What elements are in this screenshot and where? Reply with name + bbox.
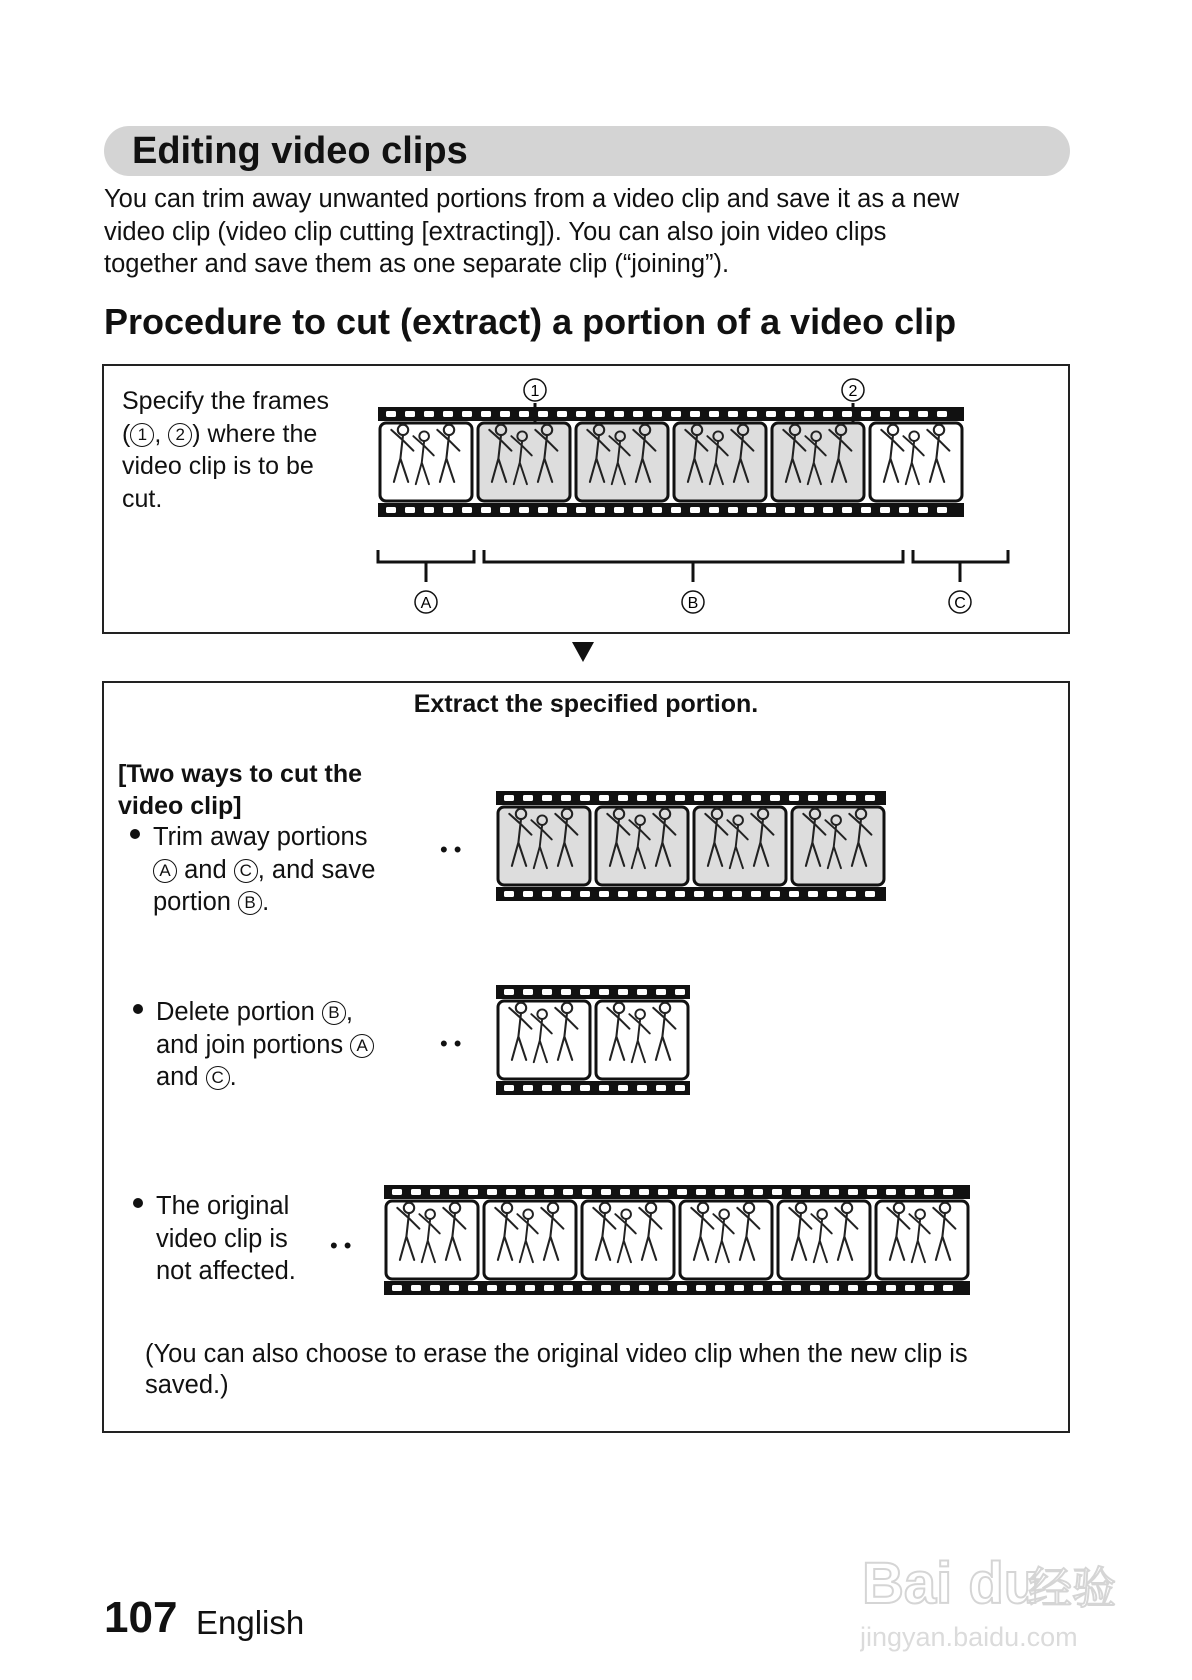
sprocket-hole xyxy=(675,891,685,897)
sprocket-hole xyxy=(846,795,856,801)
film-frame xyxy=(792,807,884,885)
svg-text:C: C xyxy=(954,595,966,612)
sprocket-hole xyxy=(542,1085,552,1091)
sprocket-hole xyxy=(734,1189,744,1195)
sprocket-hole xyxy=(846,891,856,897)
film-frame xyxy=(772,423,864,501)
sprocket-hole xyxy=(734,1285,744,1291)
sprocket-hole xyxy=(582,1285,592,1291)
sprocket-hole xyxy=(582,1189,592,1195)
sprocket-hole xyxy=(713,891,723,897)
film-frame xyxy=(876,1201,968,1279)
sprocket-hole xyxy=(633,411,643,417)
svg-text:jingyan.baidu.com: jingyan.baidu.com xyxy=(860,1622,1078,1652)
join-result-filmstrip xyxy=(496,985,706,1105)
sprocket-hole xyxy=(658,1189,668,1195)
sprocket-hole xyxy=(766,411,776,417)
sprocket-hole xyxy=(637,795,647,801)
sprocket-hole xyxy=(715,1189,725,1195)
sprocket-hole xyxy=(865,795,875,801)
sprocket-hole xyxy=(614,507,624,513)
sprocket-hole xyxy=(595,507,605,513)
page-language: English xyxy=(196,1604,305,1641)
sprocket-hole xyxy=(500,411,510,417)
sprocket-hole xyxy=(599,989,609,995)
step1-line: video clip is to be xyxy=(122,452,314,480)
sprocket-hole xyxy=(943,1285,953,1291)
sprocket-hole xyxy=(637,1085,647,1091)
sprocket-hole xyxy=(671,411,681,417)
sprocket-hole xyxy=(430,1285,440,1291)
source-filmstrip-diagram xyxy=(370,372,1030,622)
film-frame xyxy=(674,423,766,501)
bullet-join: Delete portion B , and join portions A and C . xyxy=(133,996,374,1094)
sprocket-hole xyxy=(405,411,415,417)
sprocket-hole xyxy=(542,795,552,801)
sprocket-hole xyxy=(753,1285,763,1291)
film-frame xyxy=(694,807,786,885)
sprocket-hole xyxy=(810,1189,820,1195)
sprocket-hole xyxy=(785,507,795,513)
sprocket-hole xyxy=(924,1285,934,1291)
sprocket-hole xyxy=(829,1285,839,1291)
sprocket-hole xyxy=(386,411,396,417)
sprocket-hole xyxy=(848,1189,858,1195)
sprocket-hole xyxy=(937,507,947,513)
sprocket-hole xyxy=(468,1189,478,1195)
baidu-watermark-logo xyxy=(860,1528,1130,1658)
sprocket-hole xyxy=(848,1285,858,1291)
sprocket-hole xyxy=(595,411,605,417)
sprocket-hole xyxy=(542,989,552,995)
film-frame xyxy=(380,423,472,501)
sprocket-hole xyxy=(842,411,852,417)
result-dots: •• xyxy=(330,1233,358,1258)
sprocket-hole xyxy=(599,1085,609,1091)
sprocket-hole xyxy=(751,795,761,801)
step1-line: cut. xyxy=(122,484,163,513)
sprocket-hole xyxy=(732,795,742,801)
sprocket-hole xyxy=(523,989,533,995)
sprocket-hole xyxy=(561,795,571,801)
sprocket-hole xyxy=(867,1189,877,1195)
svg-text:Bai du: Bai du xyxy=(862,1551,1040,1616)
marker-1: 1 xyxy=(130,423,154,447)
sprocket-hole xyxy=(525,1285,535,1291)
sprocket-hole xyxy=(637,989,647,995)
original-filmstrip xyxy=(384,1185,1020,1305)
bullet-original: The original video clip is not affected. xyxy=(133,1190,296,1288)
sprocket-hole xyxy=(827,795,837,801)
sprocket-hole xyxy=(487,1189,497,1195)
sprocket-hole xyxy=(443,411,453,417)
bullet-icon xyxy=(133,1198,143,1208)
sprocket-hole xyxy=(677,1285,687,1291)
sprocket-hole xyxy=(675,795,685,801)
sprocket-hole xyxy=(766,507,776,513)
film-frame xyxy=(596,1001,688,1079)
sprocket-hole xyxy=(732,891,742,897)
sprocket-hole xyxy=(468,1285,478,1291)
sprocket-hole xyxy=(580,891,590,897)
sprocket-hole xyxy=(523,1085,533,1091)
sprocket-hole xyxy=(599,891,609,897)
intro-line: together and save them as one separate clip (“joining”). xyxy=(104,250,730,278)
sprocket-hole xyxy=(694,891,704,897)
sprocket-hole xyxy=(829,1189,839,1195)
step1-line: Specify the frames xyxy=(122,387,330,415)
sprocket-hole xyxy=(918,507,928,513)
step1-instructions xyxy=(122,385,329,515)
sprocket-hole xyxy=(614,411,624,417)
sprocket-hole xyxy=(804,411,814,417)
film-frame xyxy=(478,423,570,501)
sprocket-hole xyxy=(747,411,757,417)
sprocket-hole xyxy=(905,1285,915,1291)
intro-line: You can trim away unwanted portions from a video clip and save it as a new xyxy=(104,185,960,213)
bullet-icon xyxy=(133,1004,143,1014)
sprocket-hole xyxy=(506,1285,516,1291)
sprocket-hole xyxy=(842,507,852,513)
sprocket-hole xyxy=(538,507,548,513)
sprocket-hole xyxy=(808,795,818,801)
sprocket-hole xyxy=(599,795,609,801)
film-frame xyxy=(680,1201,772,1279)
sprocket-hole xyxy=(506,1189,516,1195)
sprocket-hole xyxy=(770,891,780,897)
sprocket-hole xyxy=(713,795,723,801)
sprocket-hole xyxy=(557,507,567,513)
sprocket-hole xyxy=(618,989,628,995)
sprocket-hole xyxy=(580,989,590,995)
sprocket-hole xyxy=(424,411,434,417)
sprocket-hole xyxy=(639,1285,649,1291)
sprocket-hole xyxy=(791,1189,801,1195)
sprocket-hole xyxy=(525,1189,535,1195)
sprocket-hole xyxy=(504,795,514,801)
svg-text:A: A xyxy=(420,595,432,612)
sprocket-hole xyxy=(580,795,590,801)
down-arrow-icon xyxy=(572,642,594,662)
sprocket-hole xyxy=(709,411,719,417)
sprocket-hole xyxy=(675,989,685,995)
sprocket-hole xyxy=(728,411,738,417)
sprocket-hole xyxy=(905,1189,915,1195)
sprocket-hole xyxy=(656,891,666,897)
portion-label-c xyxy=(949,591,971,613)
sprocket-hole xyxy=(772,1189,782,1195)
sprocket-hole xyxy=(827,891,837,897)
svg-text:经验: 经验 xyxy=(1028,1563,1116,1614)
sprocket-hole xyxy=(557,411,567,417)
sprocket-hole xyxy=(785,411,795,417)
intro-line: video clip (video clip cutting [extracting]). You can also join video clips xyxy=(104,217,887,246)
sprocket-hole xyxy=(671,507,681,513)
sprocket-hole xyxy=(563,1189,573,1195)
film-frame xyxy=(778,1201,870,1279)
sprocket-hole xyxy=(424,507,434,513)
sprocket-hole xyxy=(791,1285,801,1291)
sprocket-hole xyxy=(519,507,529,513)
sprocket-hole xyxy=(504,1085,514,1091)
svg-text:2: 2 xyxy=(848,383,858,400)
sprocket-hole xyxy=(789,891,799,897)
sprocket-hole xyxy=(620,1285,630,1291)
film-frame xyxy=(576,423,668,501)
sprocket-hole xyxy=(690,411,700,417)
film-frame xyxy=(484,1201,576,1279)
sprocket-hole xyxy=(747,507,757,513)
erase-note: (You can also choose to erase the original video clip when the new clip is saved.) xyxy=(145,1340,968,1399)
sprocket-hole xyxy=(886,1285,896,1291)
sprocket-hole xyxy=(519,411,529,417)
sprocket-hole xyxy=(728,507,738,513)
two-ways-heading: [Two ways to cut the video clip] xyxy=(118,760,362,820)
sprocket-hole xyxy=(601,1189,611,1195)
film-frame xyxy=(498,807,590,885)
sprocket-hole xyxy=(880,507,890,513)
sprocket-hole xyxy=(443,507,453,513)
sprocket-hole xyxy=(561,1085,571,1091)
section-title: Editing video clips xyxy=(132,130,468,172)
sprocket-hole xyxy=(618,891,628,897)
film-frame xyxy=(498,1001,590,1079)
sprocket-hole xyxy=(618,1085,628,1091)
sprocket-hole xyxy=(861,507,871,513)
svg-text:1: 1 xyxy=(530,383,540,400)
sprocket-hole xyxy=(861,411,871,417)
sprocket-hole xyxy=(804,507,814,513)
sprocket-hole xyxy=(924,1189,934,1195)
sprocket-hole xyxy=(677,1189,687,1195)
bullet-icon xyxy=(130,829,140,839)
sprocket-hole xyxy=(886,1189,896,1195)
sprocket-hole xyxy=(500,507,510,513)
sprocket-hole xyxy=(823,507,833,513)
sprocket-hole xyxy=(823,411,833,417)
sprocket-hole xyxy=(618,795,628,801)
sprocket-hole xyxy=(789,795,799,801)
sprocket-hole xyxy=(899,507,909,513)
sprocket-hole xyxy=(943,1189,953,1195)
sprocket-hole xyxy=(405,507,415,513)
sprocket-hole xyxy=(918,411,928,417)
sprocket-hole xyxy=(937,411,947,417)
page-number: 107 xyxy=(104,1593,178,1642)
sprocket-hole xyxy=(563,1285,573,1291)
sprocket-hole xyxy=(523,891,533,897)
sprocket-hole xyxy=(867,1285,877,1291)
sprocket-hole xyxy=(880,411,890,417)
sprocket-hole xyxy=(504,989,514,995)
sprocket-hole xyxy=(542,891,552,897)
filmstrip-6-frames xyxy=(378,407,964,517)
sprocket-hole xyxy=(449,1189,459,1195)
step2-title: Extract the specified portion. xyxy=(413,690,759,718)
procedure-heading: Procedure to cut (extract) a portion of a video clip xyxy=(104,301,957,342)
sprocket-hole xyxy=(770,795,780,801)
film-frame xyxy=(582,1201,674,1279)
sprocket-hole xyxy=(690,507,700,513)
film-frame xyxy=(386,1201,478,1279)
sprocket-hole xyxy=(580,1085,590,1091)
marker-2: 2 xyxy=(168,423,192,447)
sprocket-hole xyxy=(386,507,396,513)
sprocket-hole xyxy=(808,891,818,897)
sprocket-hole xyxy=(392,1285,402,1291)
sprocket-hole xyxy=(656,989,666,995)
sprocket-hole xyxy=(694,795,704,801)
sprocket-hole xyxy=(561,989,571,995)
sprocket-hole xyxy=(601,1285,611,1291)
result-dots: •• xyxy=(440,837,468,862)
sprocket-hole xyxy=(639,1189,649,1195)
sprocket-hole xyxy=(411,1285,421,1291)
sprocket-hole xyxy=(544,1189,554,1195)
portion-brackets xyxy=(378,550,1008,582)
sprocket-hole xyxy=(751,891,761,897)
sprocket-hole xyxy=(633,507,643,513)
sprocket-hole xyxy=(637,891,647,897)
sprocket-hole xyxy=(487,1285,497,1291)
sprocket-hole xyxy=(561,891,571,897)
sprocket-hole xyxy=(576,411,586,417)
trim-result-filmstrip xyxy=(496,791,920,911)
sprocket-hole xyxy=(449,1285,459,1291)
sprocket-hole xyxy=(392,1189,402,1195)
sprocket-hole xyxy=(462,411,472,417)
sprocket-hole xyxy=(696,1189,706,1195)
sprocket-hole xyxy=(538,411,548,417)
sprocket-hole xyxy=(656,1085,666,1091)
sprocket-hole xyxy=(481,411,491,417)
sprocket-hole xyxy=(544,1285,554,1291)
sprocket-hole xyxy=(620,1189,630,1195)
sprocket-hole xyxy=(656,795,666,801)
step1-line: ( 1 , 2 ) where the xyxy=(122,419,318,448)
sprocket-hole xyxy=(652,507,662,513)
sprocket-hole xyxy=(430,1189,440,1195)
sprocket-hole xyxy=(481,507,491,513)
sprocket-hole xyxy=(504,891,514,897)
sprocket-hole xyxy=(772,1285,782,1291)
sprocket-hole xyxy=(810,1285,820,1291)
sprocket-hole xyxy=(865,891,875,897)
film-frame xyxy=(596,807,688,885)
sprocket-hole xyxy=(652,411,662,417)
portion-label-a xyxy=(415,591,437,613)
sprocket-hole xyxy=(696,1285,706,1291)
intro-paragraph xyxy=(104,183,1084,281)
sprocket-hole xyxy=(523,795,533,801)
result-dots: •• xyxy=(440,1031,468,1056)
film-frame xyxy=(870,423,962,501)
sprocket-hole xyxy=(675,1085,685,1091)
bullet-trim: Trim away portions A and C , and save portion B . xyxy=(130,821,375,919)
sprocket-hole xyxy=(462,507,472,513)
sprocket-hole xyxy=(658,1285,668,1291)
sprocket-hole xyxy=(709,507,719,513)
portion-label-b xyxy=(682,591,704,613)
sprocket-hole xyxy=(576,507,586,513)
sprocket-hole xyxy=(411,1189,421,1195)
sprocket-hole xyxy=(753,1189,763,1195)
sprocket-hole xyxy=(715,1285,725,1291)
sprocket-hole xyxy=(899,411,909,417)
svg-text:B: B xyxy=(687,595,699,612)
